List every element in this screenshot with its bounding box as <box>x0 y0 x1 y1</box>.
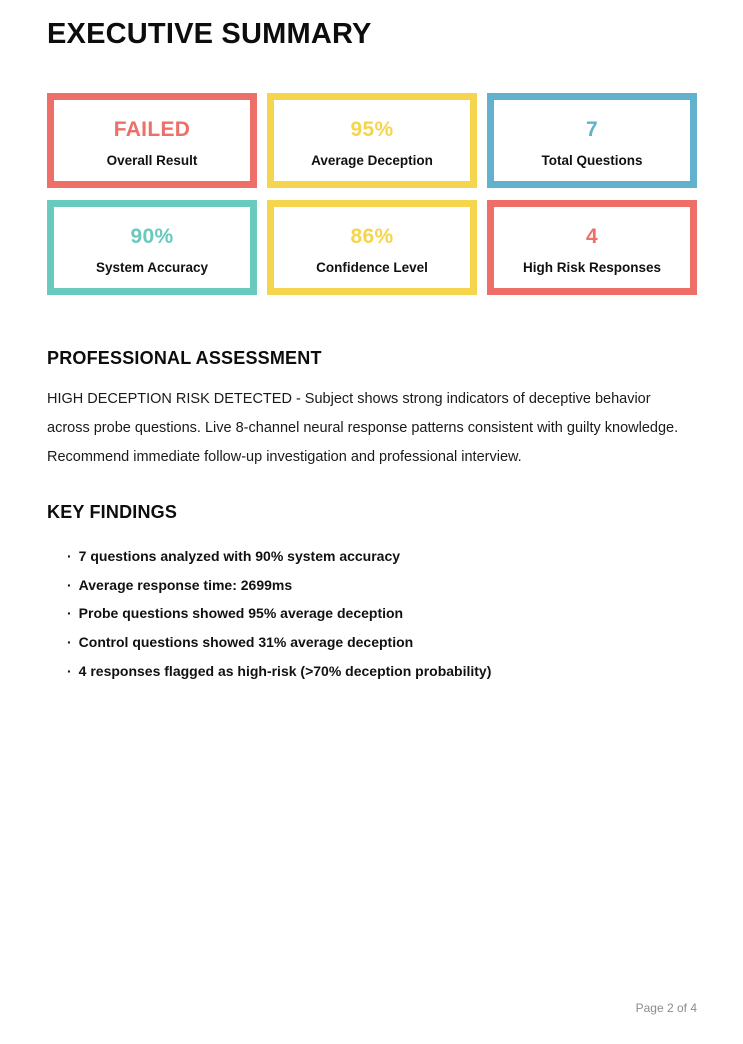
stat-card-high-risk-responses <box>487 200 697 295</box>
bullet-dot-icon: · <box>67 576 72 593</box>
stat-value-system-accuracy: 90% <box>130 225 174 249</box>
stat-label-confidence-level: Confidence Level <box>316 260 428 276</box>
assessment-section-heading: PROFESSIONAL ASSESSMENT <box>47 347 322 368</box>
key-finding-text: Control questions showed 31% average deception <box>78 633 414 650</box>
key-finding-text: Average response time: 2699ms <box>78 576 293 593</box>
stat-card-system-accuracy <box>47 200 257 295</box>
key-finding-item <box>67 628 677 657</box>
key-findings-section-heading: KEY FINDINGS <box>47 501 178 522</box>
stat-value-confidence-level: 86% <box>350 225 394 249</box>
bullet-dot-icon: · <box>67 605 72 622</box>
page-title: EXECUTIVE SUMMARY <box>47 18 372 50</box>
stat-card-confidence-level <box>267 200 477 295</box>
key-finding-text: Probe questions showed 95% average deception <box>78 605 404 622</box>
stat-card-average-deception <box>267 93 477 188</box>
key-finding-item <box>67 542 677 571</box>
stat-label-total-questions: Total Questions <box>541 153 643 169</box>
stat-value-total-questions: 7 <box>586 118 598 142</box>
stat-value-overall-result: FAILED <box>113 118 191 142</box>
key-finding-text: 7 questions analyzed with 90% system accuracy <box>78 547 401 564</box>
key-finding-item <box>67 657 677 686</box>
stat-label-high-risk-responses: High Risk Responses <box>522 260 662 276</box>
bullet-dot-icon: · <box>67 662 72 679</box>
stat-card-total-questions <box>487 93 697 188</box>
bullet-dot-icon: · <box>67 547 72 564</box>
page-number: Page 2 of 4 <box>635 1001 697 1015</box>
key-finding-text: 4 responses flagged as high-risk (>70% deception probability) <box>78 662 492 679</box>
stat-card-overall-result <box>47 93 257 188</box>
stat-label-system-accuracy: System Accuracy <box>95 260 209 276</box>
stat-label-overall-result: Overall Result <box>106 153 198 169</box>
stat-cards-grid <box>47 93 697 295</box>
key-findings-list <box>47 542 677 686</box>
bullet-dot-icon: · <box>67 633 72 650</box>
key-finding-item <box>67 599 677 628</box>
assessment-body-text: HIGH DECEPTION RISK DETECTED - Subject shows strong indicators of deceptive behavior across probe questions. Live 8-channel neural response patterns consistent with guilty knowledge. Recommend immediate follow-up investigation and professional interview. <box>47 390 679 465</box>
stat-value-high-risk-responses: 4 <box>586 225 598 249</box>
stat-label-average-deception: Average Deception <box>311 153 433 169</box>
stat-value-average-deception: 95% <box>350 118 394 142</box>
key-finding-item <box>67 571 677 600</box>
